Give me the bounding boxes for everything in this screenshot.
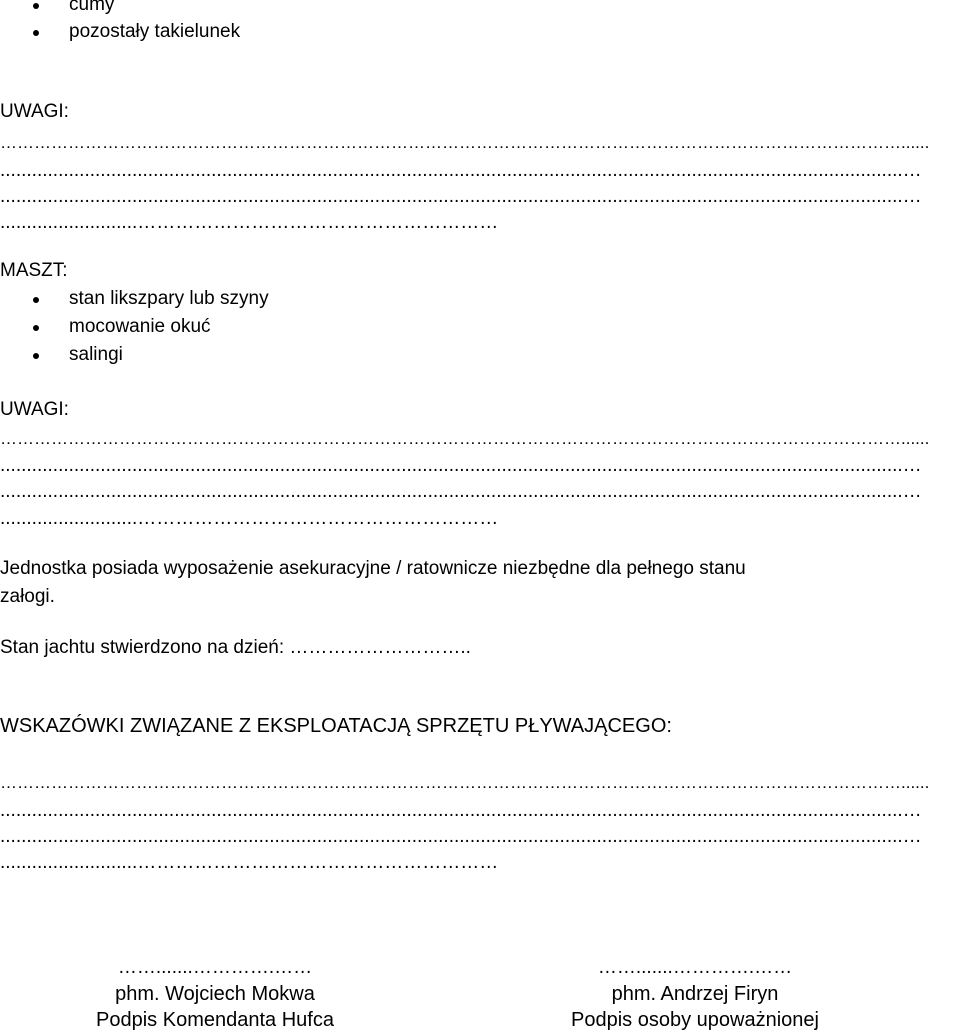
dotted-line: ...........................................................................................................................................................................… [0,160,922,181]
bullet-icon [33,325,39,331]
wskazowki-heading: WSKAZÓWKI ZWIĄZANE Z EKSPLOATACJĄ SPRZĘTU PŁYWAJĄCEGO: [0,715,672,737]
dotted-line: ..........................………………………………………………… [0,212,499,233]
dotted-line: ...........................................................................................................................................................................… [0,455,922,476]
signature-line: …….......………….…… [117,957,313,978]
list-item-label: mocowanie okuć [69,316,211,337]
signatory-name: phm. Wojciech Mokwa [115,983,315,1005]
dotted-line: ...........................................................................................................................................................................… [0,186,922,207]
signatory-name: phm. Andrzej Firyn [611,983,779,1005]
signature-left [50,955,380,1033]
dotted-line: ……………………………………………………………………………………………………………………………………………...... [0,773,930,792]
uwagi-label: UWAGI: [0,399,69,420]
list-item-label: pozostały takielunek [69,21,241,42]
dotted-line: ..........................………………………………………………… [0,508,499,529]
dotted-line: ……………………………………………………………………………………………………………………………………………...... [0,133,930,152]
date-label: Stan jachtu stwierdzono na dzień: [0,637,285,658]
maszt-label: MASZT: [0,260,68,281]
signature-line: …….......………….…… [597,957,793,978]
signatory-role: Podpis Komendanta Hufca [96,1009,334,1031]
list-item-label: cumy [69,0,115,15]
bullet-icon [33,3,39,9]
signatory-role: Podpis osoby upoważnionej [571,1009,819,1031]
date-row [0,637,471,659]
dotted-line: ……………………………………………………………………………………………………………………………………………...... [0,429,930,448]
signature-right [530,955,860,1033]
date-field: ……………………….. [289,637,471,658]
statement-text: Jednostka posiada wyposażenie asekuracyjne / ratownicze niezbędne dla pełnego stanu [0,558,746,579]
dotted-line: ...........................................................................................................................................................................… [0,800,922,821]
dotted-line: ..........................………………………………………………… [0,852,499,873]
bullet-icon [33,297,39,303]
statement-text: załogi. [0,586,55,607]
uwagi-label: UWAGI: [0,101,69,122]
bullet-icon [33,30,39,36]
dotted-line: ...........................................................................................................................................................................… [0,826,922,847]
dotted-line: ...........................................................................................................................................................................… [0,481,922,502]
bullet-icon [33,353,39,359]
list-item-label: salingi [69,344,123,365]
list-item-label: stan likszpary lub szyny [69,288,269,309]
